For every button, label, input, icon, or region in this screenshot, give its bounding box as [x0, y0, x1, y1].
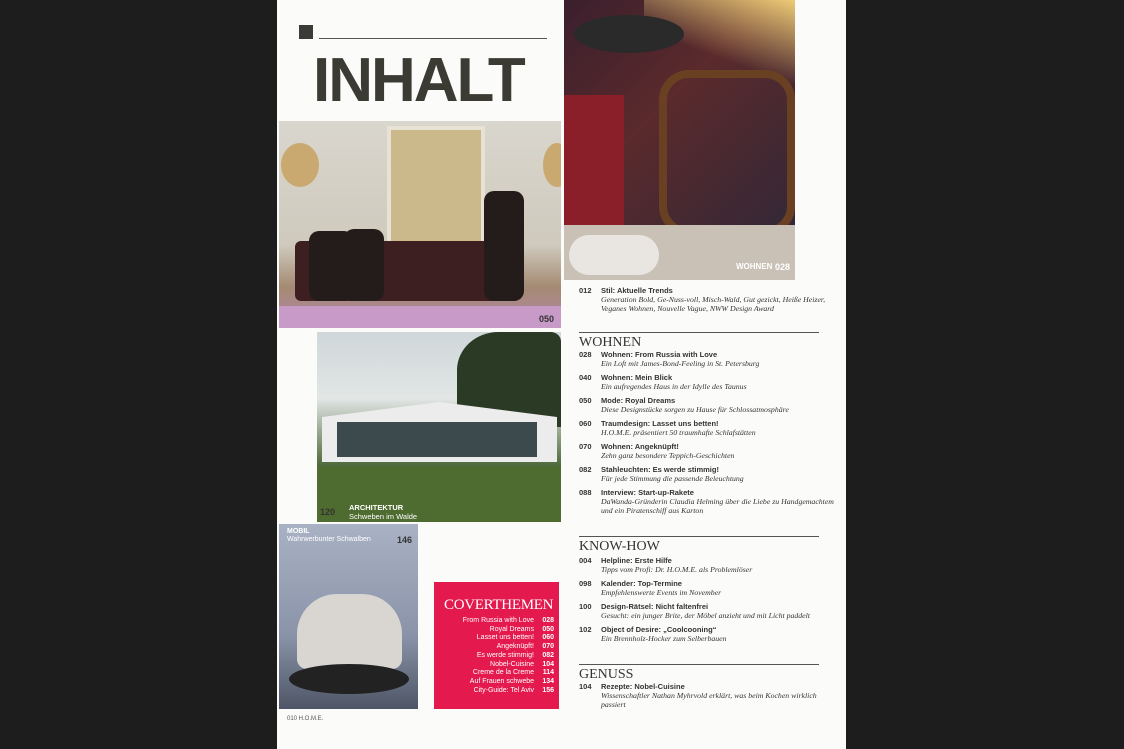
toc-entry	[579, 682, 841, 709]
toc-description: Ein aufregendes Haus in der Idylle des Taunus	[601, 382, 747, 391]
glass-facade	[337, 422, 537, 457]
cover-theme-page: 134	[542, 677, 554, 685]
toc-description: DaWanda-Gründerin Claudia Helming über die Liebe zu Handgemachtem und ein Piratenschiff aus Karton	[601, 497, 834, 515]
toc-headline: Traumdesign: Lasset uns betten!	[601, 419, 719, 428]
car-caption-sub: Wahrwerbunter Schwalben	[287, 536, 371, 543]
section-entries	[579, 682, 841, 714]
toc-page-number: 098	[579, 579, 592, 588]
toc-description: Diese Designstücke sorgen zu Hause für Schlossatmosphäre	[601, 405, 789, 414]
figure-man	[484, 191, 524, 301]
section-entries	[579, 556, 841, 648]
toc-headline: Stil: Aktuelle Trends	[601, 286, 673, 295]
toc-headline: Wohnen: Mein Blick	[601, 373, 673, 382]
cover-theme-label: City-Guide: Tel Aviv	[473, 686, 534, 694]
cover-theme-item	[442, 643, 554, 652]
purple-rug	[279, 306, 561, 328]
toc-page-number: 104	[579, 682, 592, 691]
toc-page-number: 004	[579, 556, 592, 565]
cover-theme-item	[442, 669, 554, 678]
magazine-page	[277, 0, 846, 749]
toc-entry	[579, 350, 841, 368]
cover-themes-list	[442, 617, 554, 695]
cover-theme-label: From Russia with Love	[462, 617, 534, 624]
car-shadow	[289, 664, 409, 694]
toc-description: Wissenschaftler Nathan Myhrvold erklärt, was beim Kochen wirklich passiert	[601, 691, 817, 709]
cover-themes-heading: COVERTHEMEN	[444, 597, 554, 613]
toc-entry	[579, 625, 841, 643]
toc-entry	[579, 465, 841, 483]
toc-description: H.O.M.E. präsentiert 50 traumhafte Schlafstätten	[601, 428, 756, 437]
car	[297, 594, 402, 669]
cover-theme-item	[442, 626, 554, 635]
toc-page-number: 088	[579, 488, 592, 497]
cover-theme-page: 050	[542, 625, 554, 633]
toc-description: Zehn ganz besondere Teppich-Geschichten	[601, 451, 735, 460]
toc-entry	[579, 396, 841, 414]
toc-page-number: 040	[579, 373, 592, 382]
living-photo-page-number: 050	[539, 314, 555, 324]
section-heading: GENUSS	[579, 664, 819, 683]
car-photo	[279, 524, 418, 709]
architecture-caption-title: ARCHITEKTUR	[349, 503, 404, 512]
toc-page-number: 070	[579, 442, 592, 451]
living-room-photo	[279, 121, 561, 328]
cover-theme-item	[442, 678, 554, 687]
cover-theme-item	[442, 634, 554, 643]
toc-description: Tipps vom Profi: Dr. H.O.M.E. als Problemlöser	[601, 565, 753, 574]
toc-entry	[579, 602, 841, 620]
intro-entry	[579, 286, 841, 318]
curved-shelf	[659, 70, 795, 236]
figure-woman-2	[344, 229, 384, 301]
toc-entry	[579, 488, 841, 515]
page-footer: 010 H.O.M.E.	[287, 716, 324, 722]
toc-page-number: 028	[579, 350, 592, 359]
toc-headline: Mode: Royal Dreams	[601, 396, 676, 405]
toc-entry	[579, 442, 841, 460]
toc-page-number: 050	[579, 396, 592, 405]
cover-theme-label: Lasset uns betten!	[476, 634, 534, 642]
car-caption	[287, 528, 371, 544]
page-title: INHALT	[313, 46, 524, 115]
cover-themes-box	[434, 582, 559, 709]
toc-description: Empfehlenswerte Events im November	[601, 588, 722, 597]
toc-headline: Rezepte: Nobel-Cuisine	[601, 682, 685, 691]
cover-theme-label: Creme de la Creme	[472, 669, 534, 677]
toc-page-number: 102	[579, 625, 592, 634]
title-square-mark	[299, 25, 313, 39]
toc-headline: Helpline: Erste Hilfe	[601, 556, 672, 565]
cover-theme-page: 104	[542, 660, 554, 668]
toc-description: Ein Loft mit James-Bond-Feeling in St. Petersburg	[601, 359, 760, 368]
cover-theme-page: 060	[542, 634, 554, 642]
section-heading: KNOW-HOW	[579, 536, 819, 555]
toc-entry	[579, 373, 841, 391]
white-armchair	[569, 235, 659, 275]
toc-headline: Stahleuchten: Es werde stimmig!	[601, 465, 719, 474]
architecture-caption	[349, 503, 417, 521]
toc-headline: Design-Rätsel: Nicht faltenfrei	[601, 602, 709, 611]
toc-headline: Wohnen: From Russia with Love	[601, 350, 718, 359]
cover-theme-page: 114	[542, 669, 554, 677]
cover-theme-item	[442, 661, 554, 670]
toc-entry	[579, 419, 841, 437]
red-curtain	[564, 95, 624, 225]
cover-theme-page: 070	[542, 643, 554, 651]
toc-headline: Wohnen: Angeknüpft!	[601, 442, 679, 451]
toc-description: Gesucht: ein junger Brite, der Möbel anzieht und mit Licht paddelt	[601, 611, 810, 620]
cover-theme-page: 028	[542, 617, 554, 624]
interior-photo-caption: WOHNEN	[736, 262, 773, 271]
toc-headline: Interview: Start-up-Rakete	[601, 488, 694, 497]
toc-page-number: 082	[579, 465, 592, 474]
toc-description: Für jede Stimmung die passende Beleuchtung	[601, 474, 744, 483]
cover-theme-item	[442, 687, 554, 696]
toc-page-number: 060	[579, 419, 592, 428]
cover-theme-page: 156	[542, 686, 554, 694]
interior-photo-page-number: 028	[775, 262, 791, 272]
toc-description: Generation Bold, Ge-Nuss-voll, Misch-Wald, Gut gezickt, Heiße Heizer, Veganes Wohnen, Nouvelle Vague, NWW Design Award	[601, 295, 826, 313]
chandelier	[574, 15, 684, 53]
toc-entry	[579, 556, 841, 574]
car-caption-title: MOBIL	[287, 528, 310, 535]
architecture-caption-sub: Schweben im Walde	[349, 512, 418, 521]
wall-ornament-right	[543, 143, 561, 187]
section-heading: WOHNEN	[579, 332, 819, 351]
cover-theme-label: Nobel-Cuisine	[490, 660, 534, 668]
cover-theme-item	[442, 617, 554, 626]
toc-headline: Object of Desire: „Coolcooning“	[601, 625, 717, 634]
toc-headline: Kalender: Top-Termine	[601, 579, 682, 588]
wall-ornament-left	[281, 143, 319, 187]
architecture-page-number: 120	[320, 507, 336, 517]
toc-entry	[579, 286, 841, 313]
cover-theme-label: Auf Frauen schwebe	[469, 677, 534, 685]
car-page-number: 146	[397, 535, 413, 545]
title-rule	[319, 38, 547, 39]
section-entries	[579, 350, 841, 520]
toc-page-number: 100	[579, 602, 592, 611]
cover-theme-label: Angeknüpft!	[496, 643, 534, 651]
cover-theme-label: Royal Dreams	[489, 625, 534, 633]
architecture-photo	[317, 332, 561, 522]
cover-theme-page: 082	[542, 651, 554, 659]
toc-page-number: 012	[579, 286, 592, 295]
cover-theme-label: Es werde stimmig!	[476, 651, 534, 659]
interior-photo	[564, 0, 795, 280]
toc-entry	[579, 579, 841, 597]
toc-description: Ein Brennholz-Hocker zum Selberbauen	[601, 634, 727, 643]
cover-theme-item	[442, 652, 554, 661]
ornate-door	[387, 126, 485, 254]
